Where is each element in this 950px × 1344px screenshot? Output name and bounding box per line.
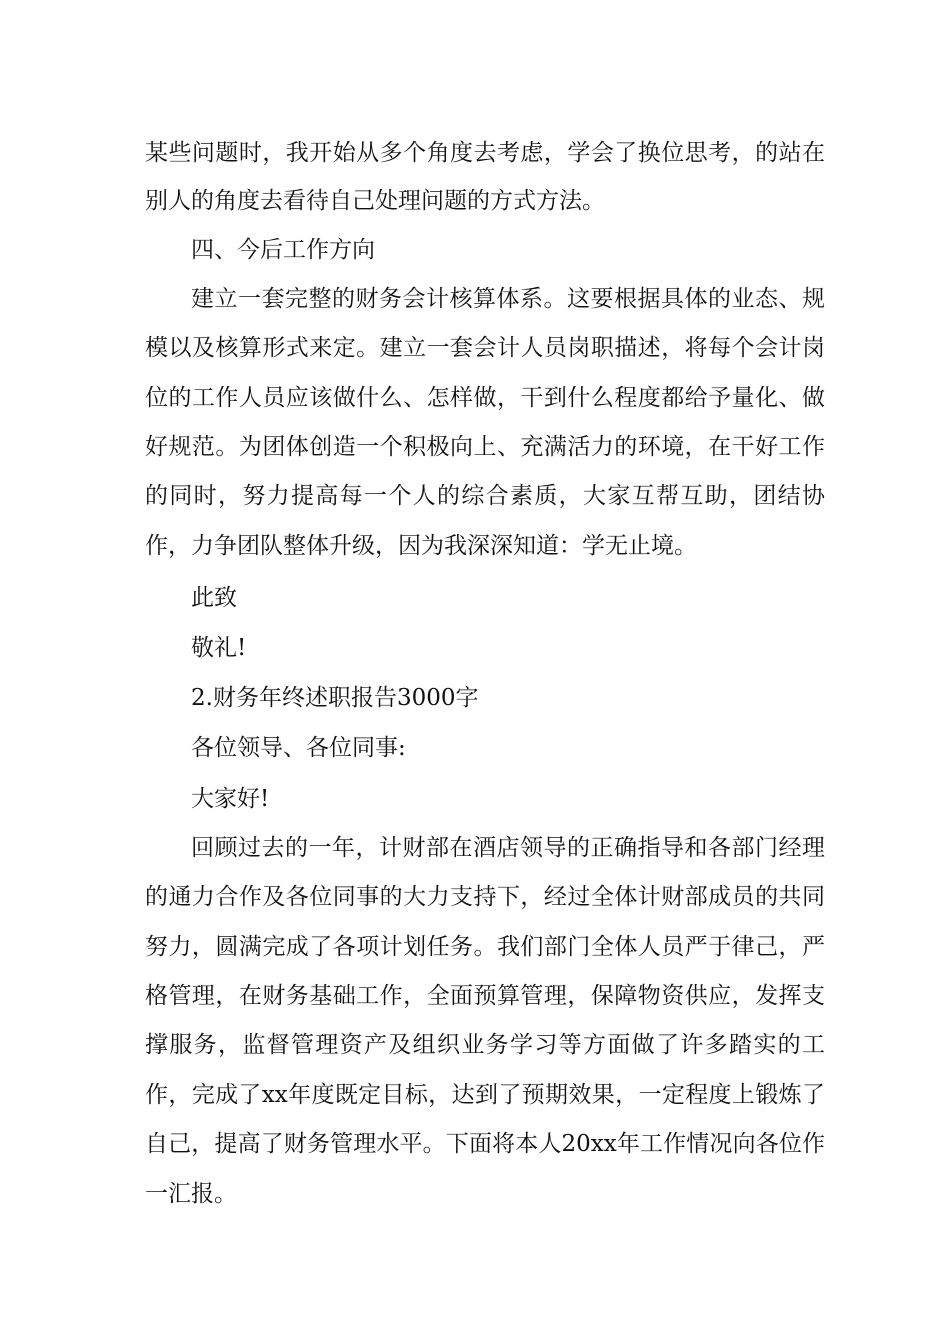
body-line: 一汇报。 bbox=[145, 1181, 237, 1207]
closing-regards: 敬礼! bbox=[191, 635, 247, 661]
body-line: 别人的角度去看待自己处理问题的方式方法。 bbox=[145, 188, 605, 214]
body-line: 自己，提高了财务管理水平。下面将本人20xx年工作情况向各位作 bbox=[145, 1131, 825, 1157]
body-line: 位的工作人员应该做什么、怎样做，干到什么程度都给予量化、做 bbox=[145, 385, 825, 411]
body-line: 努力，圆满完成了各项计划任务。我们部门全体人员严于律己，严 bbox=[145, 934, 825, 960]
section-heading: 四、今后工作方向 bbox=[191, 237, 375, 263]
body-line: 作，力争团队整体升级，因为我深深知道：学无止境。 bbox=[145, 533, 697, 559]
body-line: 模以及核算形式来定。建立一套会计人员岗职描述，将每个会计岗 bbox=[145, 335, 825, 361]
body-line: 撑服务，监督管理资产及组织业务学习等方面做了许多踏实的工 bbox=[145, 1032, 825, 1058]
greeting-line: 大家好! bbox=[191, 786, 270, 812]
body-line: 作，完成了xx年度既定目标，达到了预期效果，一定程度上锻炼了 bbox=[145, 1082, 825, 1108]
section-title: 2.财务年终述职报告3000字 bbox=[191, 685, 479, 711]
body-line: 格管理，在财务基础工作，全面预算管理，保障物资供应，发挥支 bbox=[145, 983, 825, 1009]
greeting-line: 各位领导、各位同事: bbox=[191, 735, 406, 761]
body-line: 建立一套完整的财务会计核算体系。这要根据具体的业态、规 bbox=[191, 286, 825, 312]
body-line: 的同时，努力提高每一个人的综合素质，大家互帮互助，团结协 bbox=[145, 483, 825, 509]
body-line: 的通力合作及各位同事的大力支持下，经过全体计财部成员的共同 bbox=[145, 884, 825, 910]
body-line: 好规范。为团体创造一个积极向上、充满活力的环境，在干好工作 bbox=[145, 434, 825, 460]
body-line: 回顾过去的一年，计财部在酒店领导的正确指导和各部门经理 bbox=[191, 835, 825, 861]
body-line: 某些问题时，我开始从多个角度去考虑，学会了换位思考，的站在 bbox=[145, 140, 825, 166]
closing-salutation: 此致 bbox=[191, 585, 237, 611]
